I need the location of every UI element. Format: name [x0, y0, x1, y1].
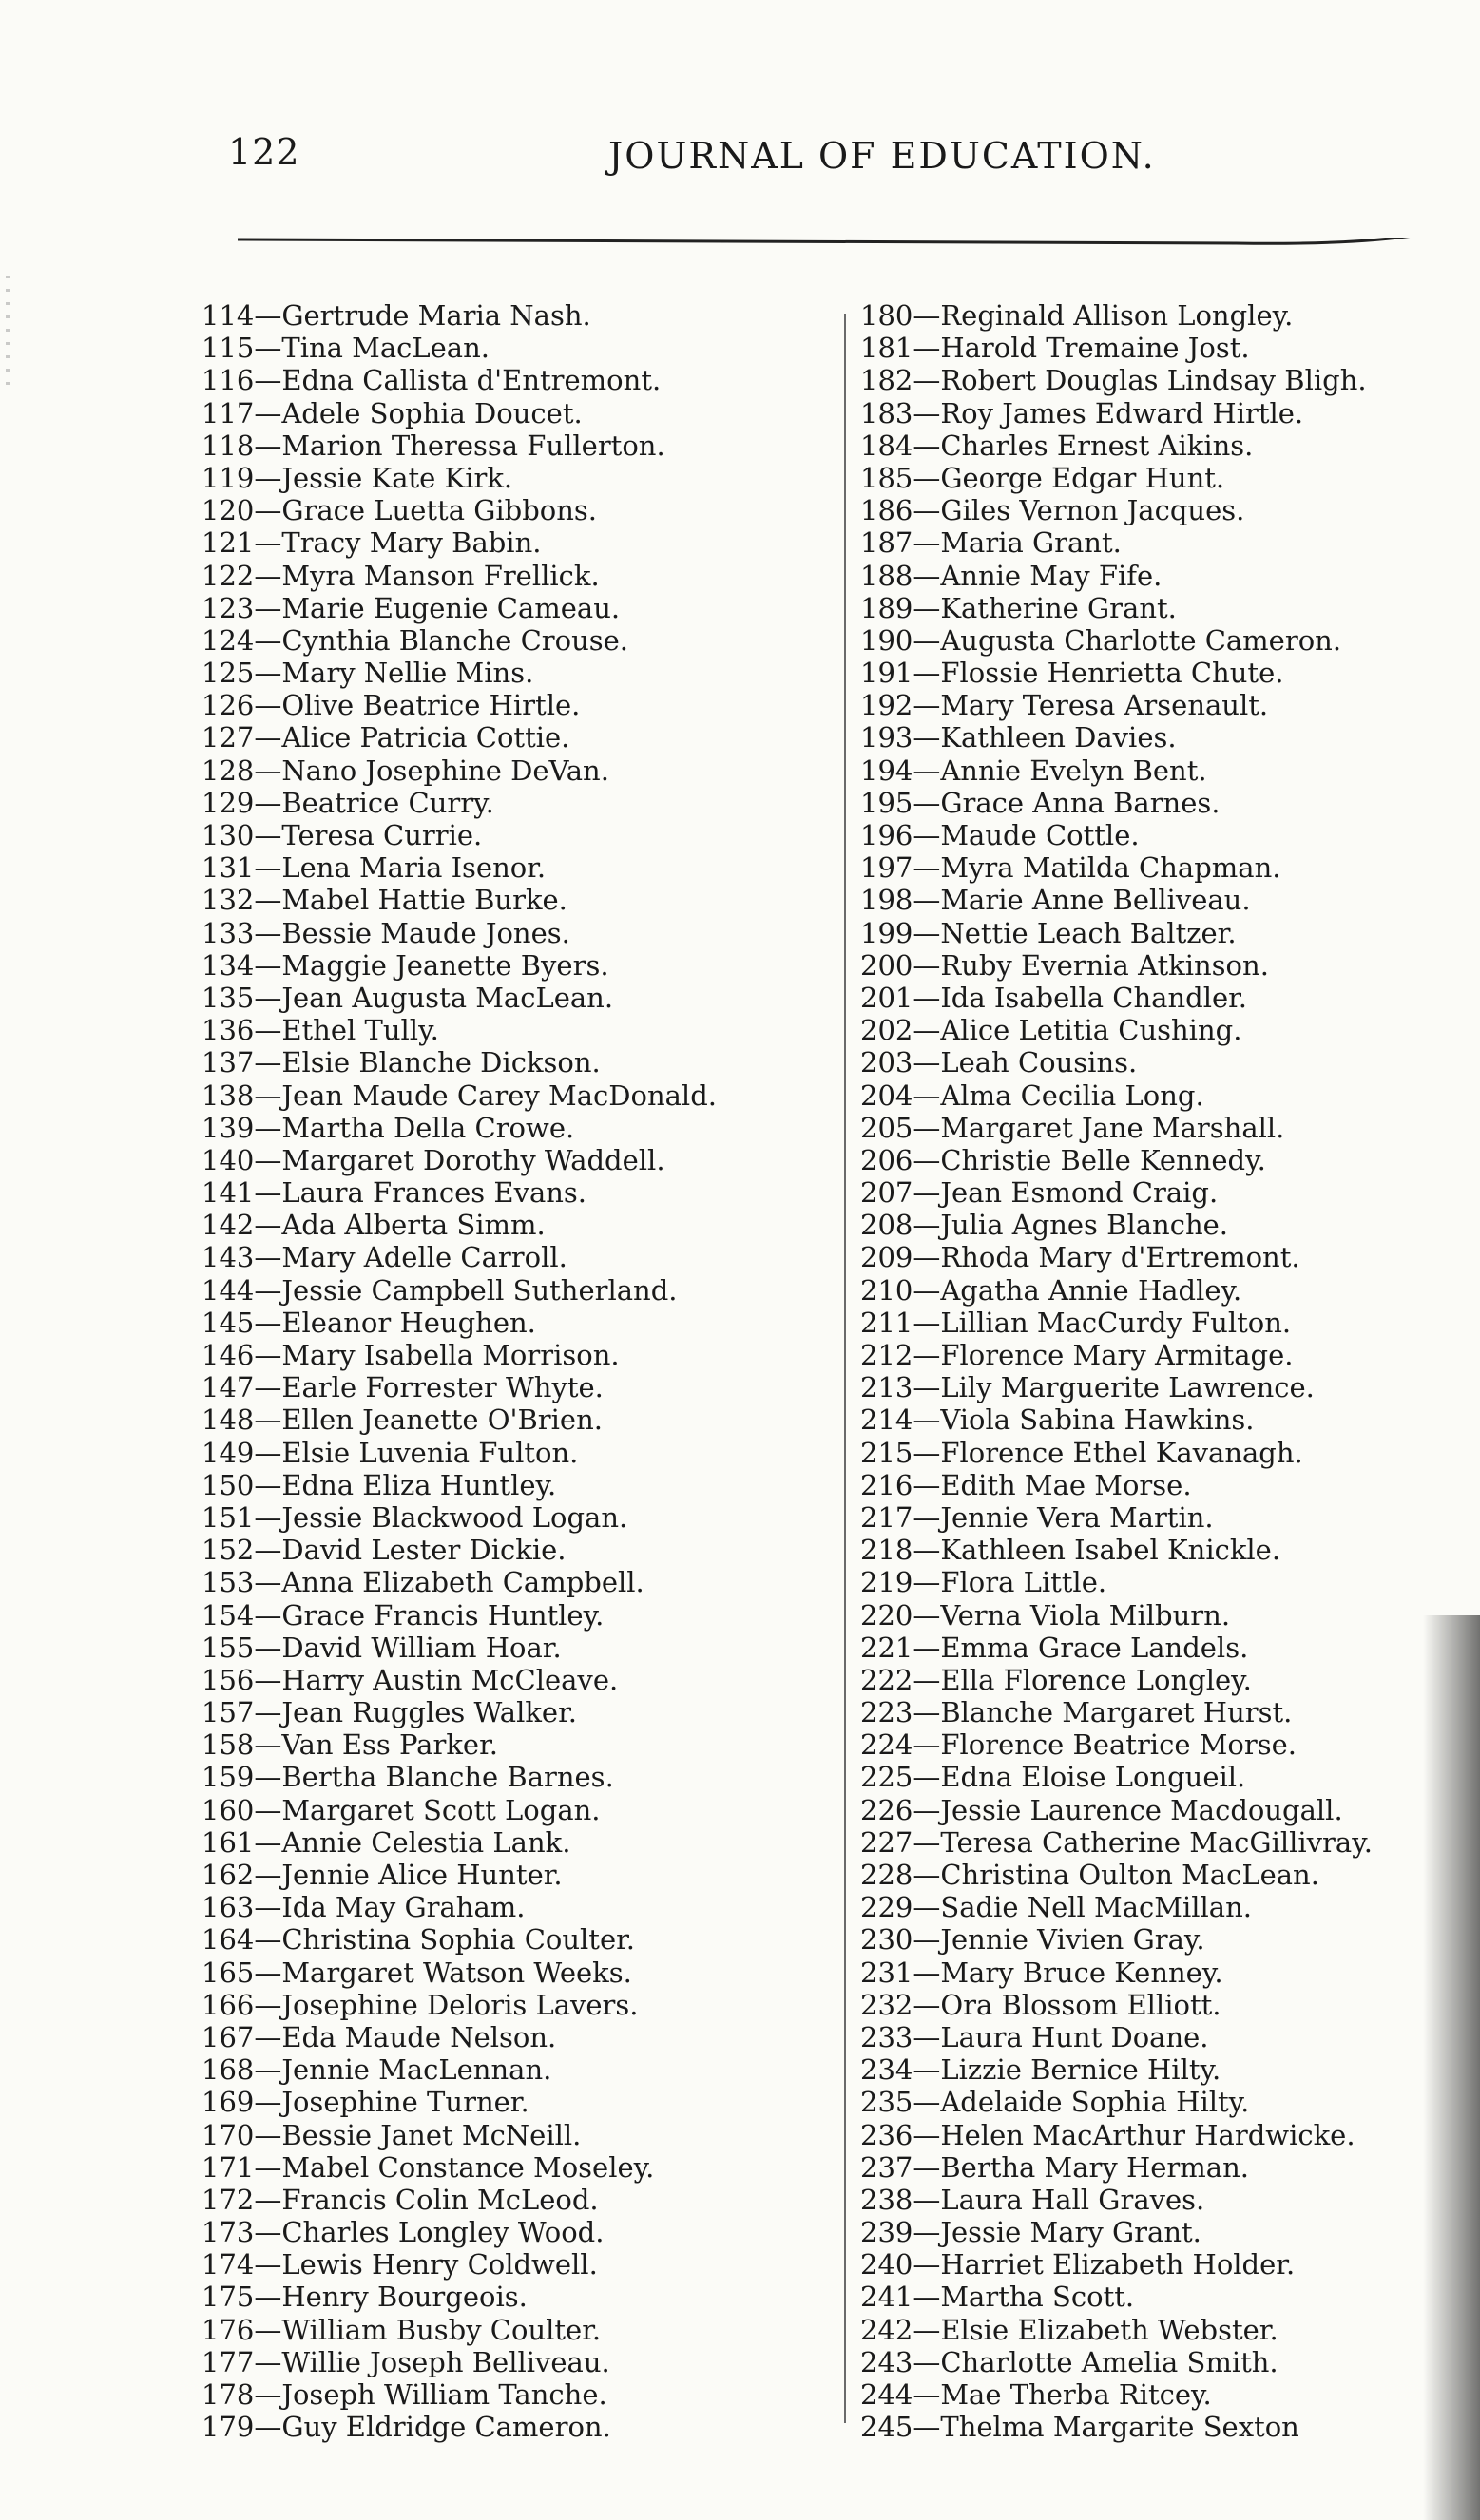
list-entry: 213—Lily Marguerite Lawrence. — [860, 1371, 1315, 1404]
list-entry: 161—Annie Celestia Lank. — [202, 1825, 571, 1859]
list-entry: 229—Sadie Nell MacMillan. — [860, 1891, 1252, 1924]
list-entry: 129—Beatrice Curry. — [202, 786, 494, 819]
list-entry: 128—Nano Josephine DeVan. — [202, 754, 609, 787]
list-entry: 188—Annie May Fife. — [860, 559, 1163, 592]
list-entry: 220—Verna Viola Milburn. — [860, 1598, 1231, 1632]
list-entry: 170—Bessie Janet McNeill. — [202, 2118, 582, 2151]
list-entry: 173—Charles Longley Wood. — [202, 2216, 605, 2249]
left-name-list — [202, 299, 800, 2443]
list-entry: 115—Tina MacLean. — [202, 332, 490, 365]
list-entry: 201—Ida Isabella Chandler. — [860, 981, 1248, 1014]
list-entry: 236—Helen MacArthur Hardwicke. — [860, 2118, 1355, 2151]
list-entry: 127—Alice Patricia Cottie. — [202, 721, 570, 754]
list-entry: 228—Christina Oulton MacLean. — [860, 1859, 1319, 1891]
list-entry: 227—Teresa Catherine MacGillivray. — [860, 1825, 1373, 1859]
list-entry: 241—Martha Scott. — [860, 2281, 1135, 2314]
list-entry: 155—David William Hoar. — [202, 1631, 562, 1664]
list-entry: 156—Harry Austin McCleave. — [202, 1663, 619, 1696]
list-entry: 210—Agatha Annie Hadley. — [860, 1273, 1242, 1307]
list-entry: 148—Ellen Jeanette O'Brien. — [202, 1403, 603, 1437]
list-entry: 223—Blanche Margaret Hurst. — [860, 1696, 1293, 1729]
list-entry: 232—Ora Blossom Elliott. — [860, 1988, 1221, 2021]
list-entry: 149—Elsie Luvenia Fulton. — [202, 1436, 579, 1469]
list-entry: 139—Martha Della Crowe. — [202, 1111, 575, 1144]
list-entry: 172—Francis Colin McLeod. — [202, 2183, 599, 2216]
list-entry: 163—Ida May Graham. — [202, 1891, 526, 1924]
list-entry: 143—Mary Adelle Carroll. — [202, 1241, 567, 1274]
list-entry: 199—Nettie Leach Baltzer. — [860, 916, 1237, 949]
list-entry: 150—Edna Eliza Huntley. — [202, 1468, 557, 1501]
list-entry: 187—Maria Grant. — [860, 526, 1122, 560]
list-entry: 194—Annie Evelyn Bent. — [860, 754, 1207, 787]
list-entry: 238—Laura Hall Graves. — [860, 2183, 1205, 2216]
list-entry: 165—Margaret Watson Weeks. — [202, 1956, 632, 1989]
list-entry: 181—Harold Tremaine Jost. — [860, 332, 1250, 365]
list-entry: 214—Viola Sabina Hawkins. — [860, 1403, 1255, 1437]
list-entry: 226—Jessie Laurence Macdougall. — [860, 1793, 1343, 1826]
list-entry: 207—Jean Esmond Craig. — [860, 1176, 1219, 1210]
list-entry: 145—Eleanor Heughen. — [202, 1306, 536, 1339]
list-entry: 126—Olive Beatrice Hirtle. — [202, 689, 581, 722]
page-number: 122 — [228, 131, 300, 173]
list-entry: 209—Rhoda Mary d'Ertremont. — [860, 1241, 1300, 1274]
list-entry: 243—Charlotte Amelia Smith. — [860, 2345, 1278, 2378]
list-entry: 138—Jean Maude Carey MacDonald. — [202, 1079, 717, 1112]
list-entry: 151—Jessie Blackwood Logan. — [202, 1500, 628, 1534]
list-entry: 125—Mary Nellie Mins. — [202, 657, 534, 690]
list-entry: 191—Flossie Henrietta Chute. — [860, 657, 1284, 690]
column-divider — [844, 314, 846, 2423]
list-entry: 162—Jennie Alice Hunter. — [202, 1859, 563, 1891]
list-entry: 216—Edith Mae Morse. — [860, 1468, 1192, 1501]
list-entry: 215—Florence Ethel Kavanagh. — [860, 1436, 1303, 1469]
list-entry: 119—Jessie Kate Kirk. — [202, 461, 513, 494]
list-entry: 152—David Lester Dickie. — [202, 1534, 567, 1567]
list-entry: 190—Augusta Charlotte Cameron. — [860, 623, 1342, 657]
list-entry: 176—William Busby Coulter. — [202, 2313, 602, 2346]
list-entry: 193—Kathleen Davies. — [860, 721, 1177, 754]
list-entry: 196—Maude Cottle. — [860, 819, 1140, 851]
right-name-list — [860, 299, 1393, 2443]
list-entry: 185—George Edgar Hunt. — [860, 461, 1225, 494]
list-entry: 166—Josephine Deloris Lavers. — [202, 1988, 639, 2021]
list-entry: 233—Laura Hunt Doane. — [860, 2020, 1209, 2053]
list-entry: 153—Anna Elizabeth Campbell. — [202, 1566, 644, 1599]
list-entry: 237—Bertha Mary Herman. — [860, 2150, 1249, 2184]
list-entry: 208—Julia Agnes Blanche. — [860, 1209, 1229, 1242]
list-entry: 124—Cynthia Blanche Crouse. — [202, 623, 629, 657]
list-entry: 146—Mary Isabella Morrison. — [202, 1339, 620, 1371]
header-rule — [238, 238, 1480, 276]
list-entry: 137—Elsie Blanche Dickson. — [202, 1046, 601, 1079]
page-edge-shadow — [1423, 1615, 1480, 2520]
list-entry: 221—Emma Grace Landels. — [860, 1631, 1249, 1664]
list-entry: 167—Eda Maude Nelson. — [202, 2020, 557, 2053]
list-entry: 136—Ethel Tully. — [202, 1014, 439, 1047]
list-entry: 198—Marie Anne Belliveau. — [860, 884, 1251, 917]
list-entry: 203—Leah Cousins. — [860, 1046, 1138, 1079]
list-entry: 240—Harriet Elizabeth Holder. — [860, 2248, 1296, 2281]
list-entry: 205—Margaret Jane Marshall. — [860, 1111, 1285, 1144]
list-entry: 218—Kathleen Isabel Knickle. — [860, 1534, 1281, 1567]
list-entry: 142—Ada Alberta Simm. — [202, 1209, 546, 1242]
list-entry: 231—Mary Bruce Kenney. — [860, 1956, 1223, 1989]
list-entry: 144—Jessie Campbell Sutherland. — [202, 1273, 678, 1307]
list-entry: 197—Myra Matilda Chapman. — [860, 851, 1281, 885]
list-entry: 211—Lillian MacCurdy Fulton. — [860, 1306, 1292, 1339]
list-entry: 182—Robert Douglas Lindsay Bligh. — [860, 364, 1367, 397]
list-entry: 174—Lewis Henry Coldwell. — [202, 2248, 598, 2281]
list-entry: 239—Jessie Mary Grant. — [860, 2216, 1201, 2249]
list-entry: 225—Edna Eloise Longueil. — [860, 1761, 1246, 1794]
list-entry: 244—Mae Therba Ritcey. — [860, 2378, 1212, 2411]
list-entry: 245—Thelma Margarite Sexton — [860, 2411, 1299, 2444]
list-entry: 154—Grace Francis Huntley. — [202, 1598, 605, 1632]
list-entry: 130—Teresa Currie. — [202, 819, 483, 851]
list-entry: 234—Lizzie Bernice Hilty. — [860, 2053, 1221, 2087]
list-entry: 123—Marie Eugenie Cameau. — [202, 591, 621, 624]
list-entry: 117—Adele Sophia Doucet. — [202, 396, 583, 430]
list-entry: 179—Guy Eldridge Cameron. — [202, 2411, 611, 2444]
list-entry: 157—Jean Ruggles Walker. — [202, 1696, 577, 1729]
list-entry: 164—Christina Sophia Coulter. — [202, 1923, 636, 1957]
list-entry: 133—Bessie Maude Jones. — [202, 916, 570, 949]
list-entry: 116—Edna Callista d'Entremont. — [202, 364, 662, 397]
list-entry: 175—Henry Bourgeois. — [202, 2281, 528, 2314]
list-entry: 219—Flora Little. — [860, 1566, 1107, 1599]
list-entry: 186—Giles Vernon Jacques. — [860, 494, 1245, 527]
list-entry: 158—Van Ess Parker. — [202, 1728, 498, 1762]
list-entry: 184—Charles Ernest Aikins. — [860, 429, 1254, 462]
list-entry: 169—Josephine Turner. — [202, 2086, 529, 2119]
list-entry: 141—Laura Frances Evans. — [202, 1176, 587, 1210]
list-entry: 121—Tracy Mary Babin. — [202, 526, 542, 560]
list-entry: 120—Grace Luetta Gibbons. — [202, 494, 598, 527]
list-entry: 222—Ella Florence Longley. — [860, 1663, 1252, 1696]
list-entry: 230—Jennie Vivien Gray. — [860, 1923, 1205, 1957]
list-entry: 200—Ruby Evernia Atkinson. — [860, 948, 1269, 982]
list-entry: 140—Margaret Dorothy Waddell. — [202, 1143, 665, 1176]
list-entry: 204—Alma Cecilia Long. — [860, 1079, 1204, 1112]
list-entry: 132—Mabel Hattie Burke. — [202, 884, 567, 917]
page-speckle — [6, 276, 10, 390]
list-entry: 134—Maggie Jeanette Byers. — [202, 948, 609, 982]
list-entry: 159—Bertha Blanche Barnes. — [202, 1761, 614, 1794]
list-entry: 147—Earle Forrester Whyte. — [202, 1371, 604, 1404]
list-entry: 195—Grace Anna Barnes. — [860, 786, 1221, 819]
list-entry: 235—Adelaide Sophia Hilty. — [860, 2086, 1250, 2119]
list-entry: 178—Joseph William Tanche. — [202, 2378, 607, 2411]
list-entry: 206—Christie Belle Kennedy. — [860, 1143, 1266, 1176]
list-entry: 160—Margaret Scott Logan. — [202, 1793, 601, 1826]
list-entry: 212—Florence Mary Armitage. — [860, 1339, 1294, 1371]
list-entry: 202—Alice Letitia Cushing. — [860, 1014, 1242, 1047]
list-entry: 118—Marion Theressa Fullerton. — [202, 429, 665, 462]
list-entry: 131—Lena Maria Isenor. — [202, 851, 547, 885]
list-entry: 122—Myra Manson Frellick. — [202, 559, 600, 592]
list-entry: 183—Roy James Edward Hirtle. — [860, 396, 1304, 430]
list-entry: 224—Florence Beatrice Morse. — [860, 1728, 1297, 1762]
running-title: JOURNAL OF EDUCATION. — [608, 135, 1156, 177]
list-entry: 168—Jennie MacLennan. — [202, 2053, 552, 2087]
list-entry: 217—Jennie Vera Martin. — [860, 1500, 1214, 1534]
list-entry: 180—Reginald Allison Longley. — [860, 299, 1294, 332]
list-entry: 189—Katherine Grant. — [860, 591, 1177, 624]
list-entry: 177—Willie Joseph Belliveau. — [202, 2345, 610, 2378]
list-entry: 171—Mabel Constance Moseley. — [202, 2150, 655, 2184]
list-entry: 242—Elsie Elizabeth Webster. — [860, 2313, 1278, 2346]
list-entry: 135—Jean Augusta MacLean. — [202, 981, 614, 1014]
list-entry: 192—Mary Teresa Arsenault. — [860, 689, 1269, 722]
list-entry: 114—Gertrude Maria Nash. — [202, 299, 591, 332]
